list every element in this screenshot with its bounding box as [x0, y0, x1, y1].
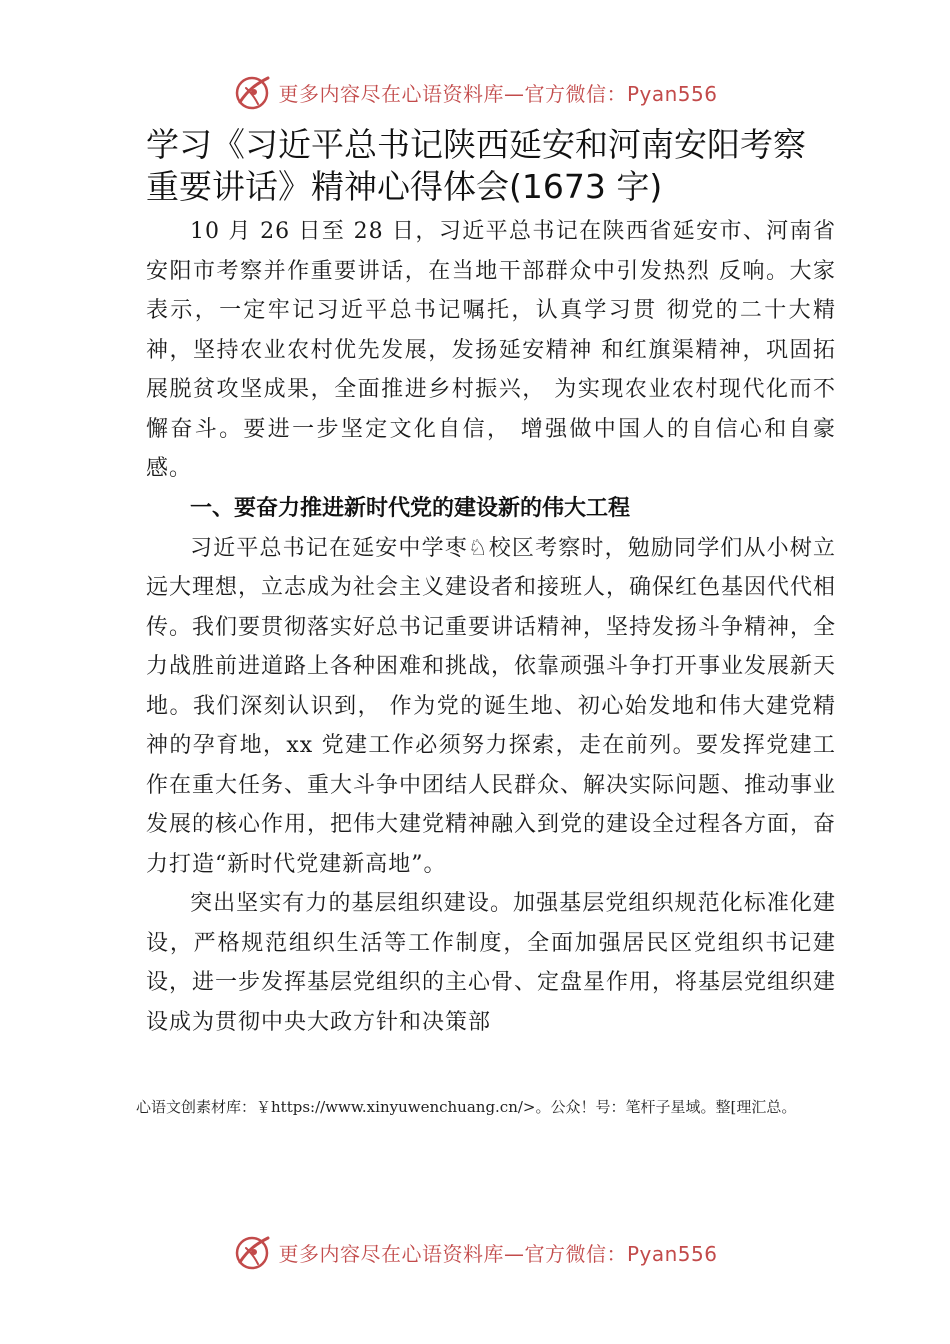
banner-text-bottom: 更多内容尽在心语资料库—官方微信：Pyan556: [278, 1241, 718, 1266]
bottom-watermark-banner: [0, 1230, 950, 1274]
banner-text: 更多内容尽在心语资料库—官方微信：Pyan556: [278, 81, 718, 106]
paragraph-yanan-school: 习近平总书记在延安中学枣♘校区考察时，勉励同学们从小树立远大理想，立志成为社会主义建设者和接班人，确保红色基因代代相传。我们要贯彻落实好总书记重要讲话精神，坚持发扬斗争精神，全力战胜前进道路上各种困难和挑战，依靠顽强斗争打开事业发展新天地。我们深刻认识到， 作为党的诞生地、初心始发地和伟大建党精神的孕育地，xx 党建工作必须努力探索，走在前列。要发挥党建工作在重大任务、重大斗争中团结人民群众、解决实际问题、推动事业发展的核心作用，把伟大建党精神融入到党的建设全过程各方面，奋力打造“新时代党建新高地”。: [146, 535, 837, 877]
calligraphy-seal-logo-icon: [232, 72, 272, 112]
article-body: [146, 212, 836, 1042]
footer-source-note: 心语文创素材库：￥https://www.xinyuwenchuang.cn/>。公众！号：笔杆子星域。整[理汇总。: [136, 1098, 797, 1116]
banner-content-bottom: [232, 1232, 717, 1272]
banner-content: [232, 72, 717, 112]
document-title: 学习《习近平总书记陕西延安和河南安阳考察重要讲话》精神心得体会(1673 字): [146, 125, 806, 206]
section-heading-1: 一、要奋力推进新时代党的建设新的伟大工程: [190, 495, 631, 521]
calligraphy-seal-logo-icon: [232, 1232, 272, 1272]
paragraph-grassroots: 突出坚实有力的基层组织建设。加强基层党组织规范化标准化建设，严格规范组织生活等工作制度，全面加强居民区党组织书记建设，进一步发挥基层党组织的主心骨、定盘星作用，将基层党组织建设成为贯彻中央大政方针和决策部: [146, 891, 837, 1035]
paragraph-intro: 10 月 26 日至 28 日，习近平总书记在陕西省延安市、河南省安阳市考察并作重要讲话，在当地干部群众中引发热烈 反响。大家表示，一定牢记习近平总书记嘱托，认真学习贯 彻党的二十大精神，坚持农业农村优先发展，发扬延安精神 和红旗渠精神，巩固拓展脱贫攻坚成果，全面推进乡村振兴， 为实现农业农村现代化而不懈奋斗。要进一步坚定文化自信， 增强做中国人的自信心和自豪感。: [146, 219, 836, 481]
top-watermark-banner: [0, 70, 950, 114]
